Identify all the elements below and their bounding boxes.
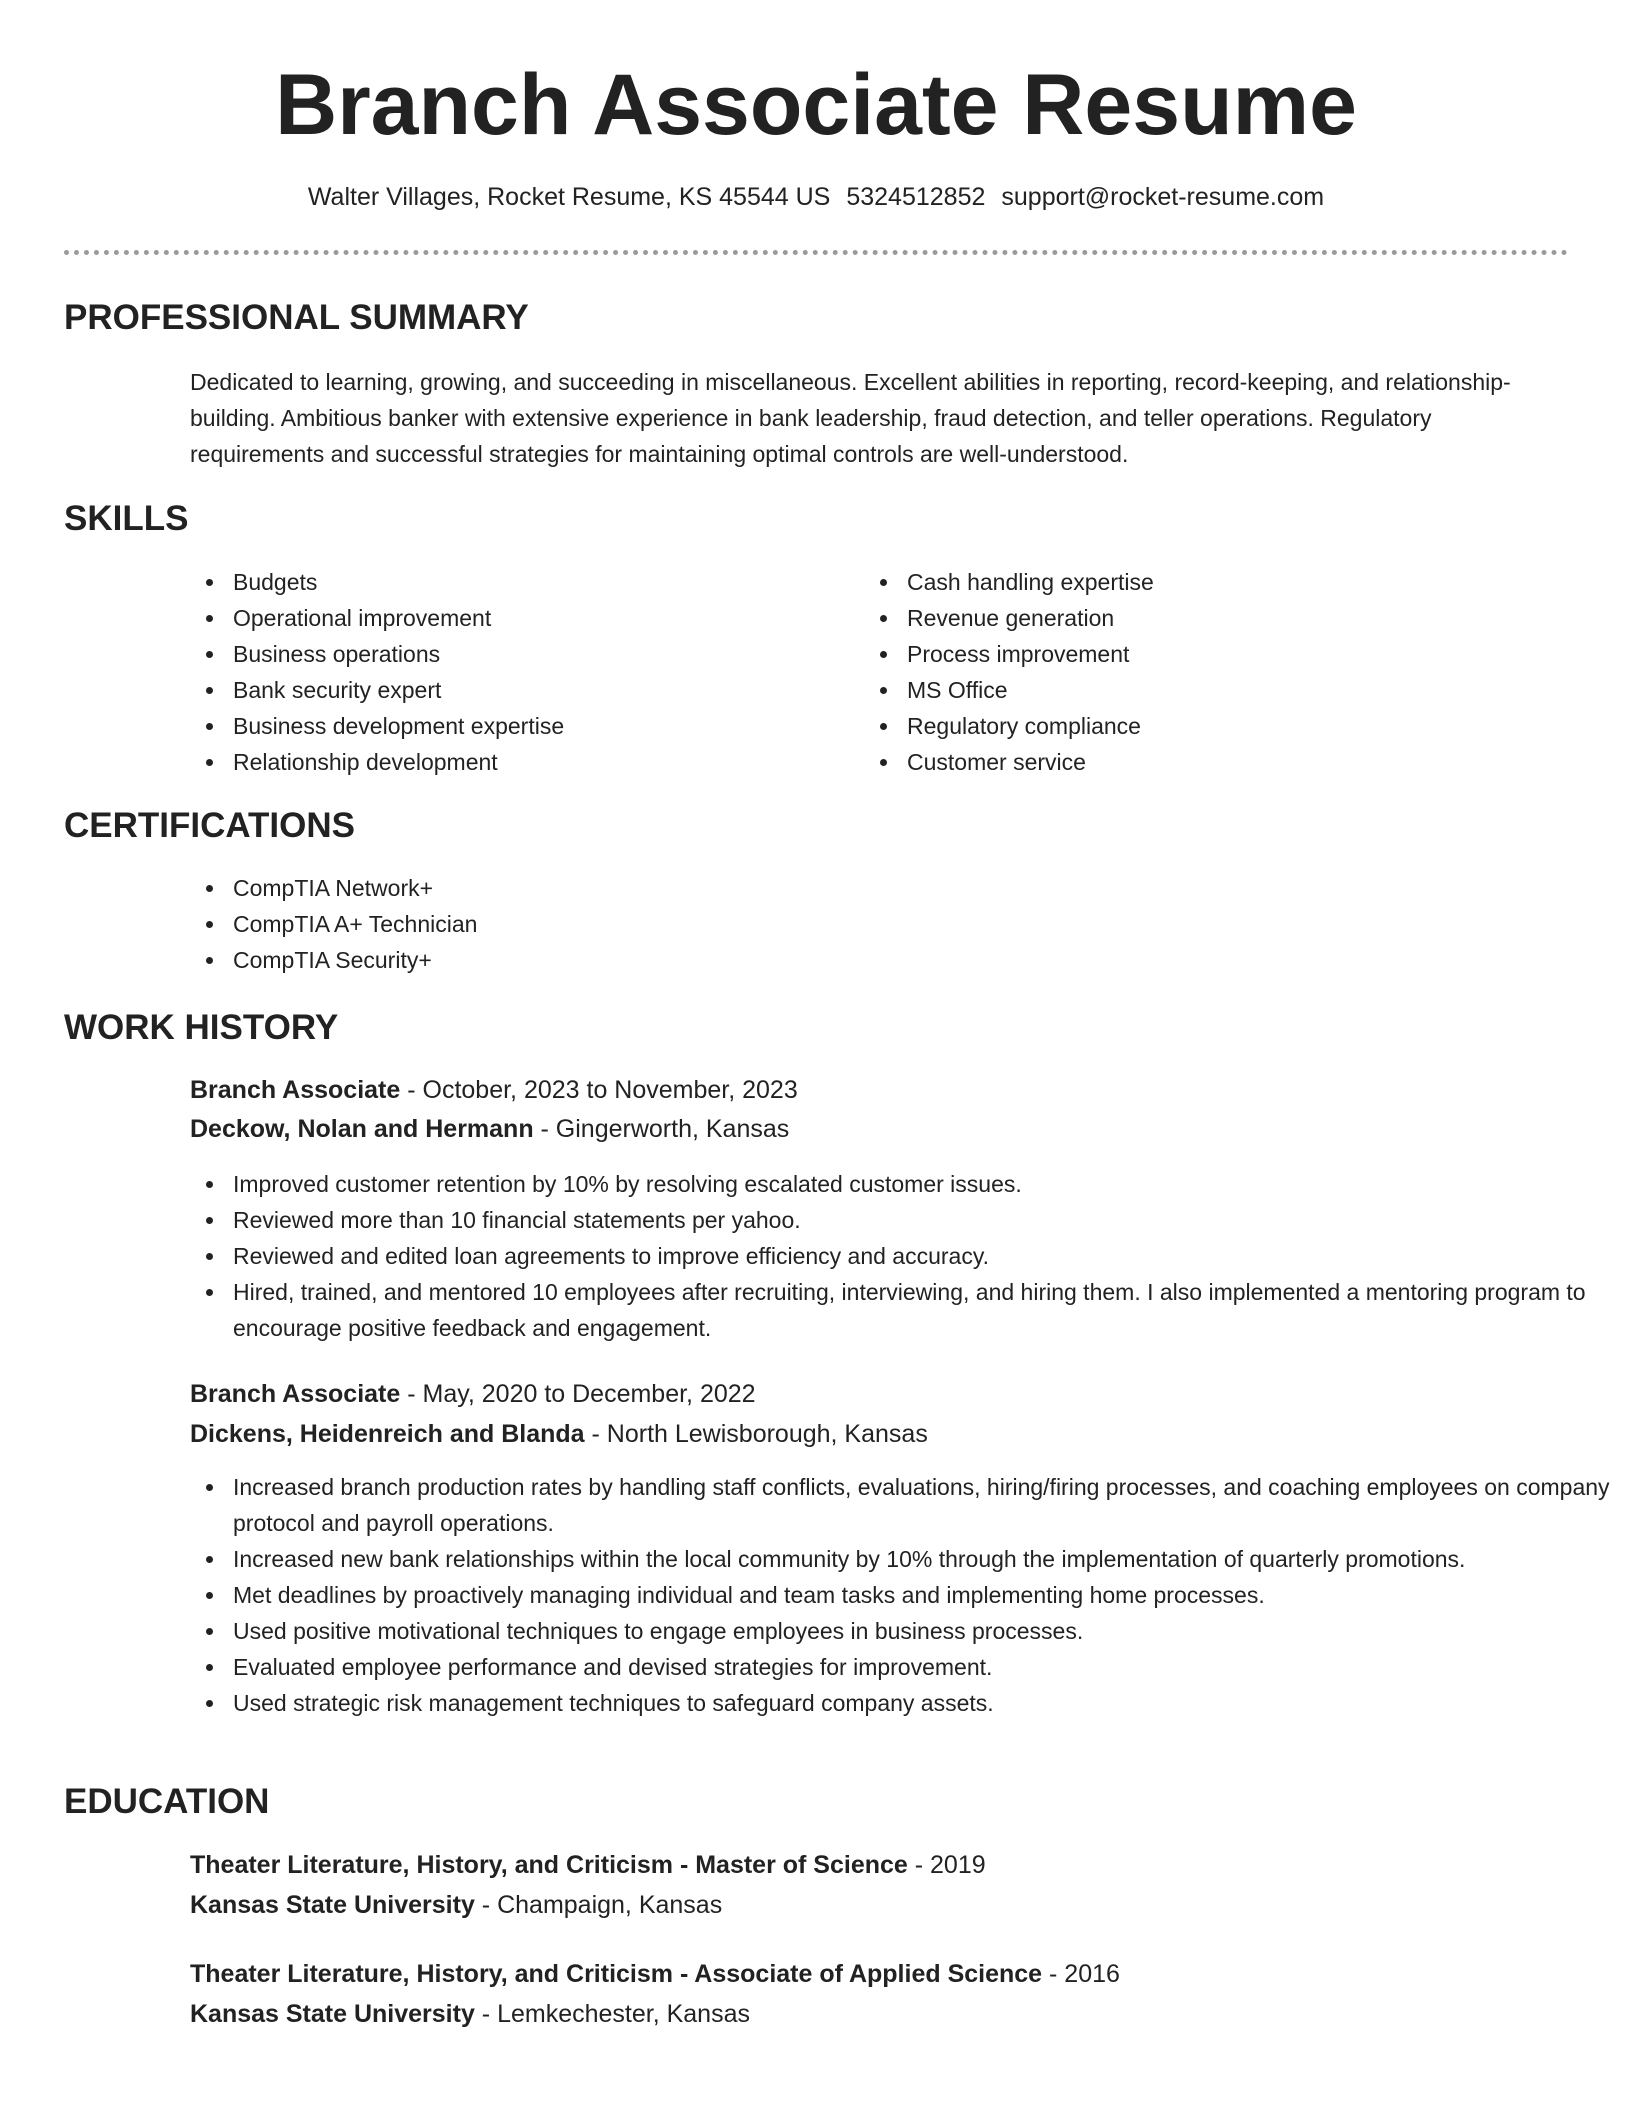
- summary-text: Dedicated to learning, growing, and succeeding in miscellaneous. Excellent abilities in reporting, record-keeping, and relationship-building. Ambitious banker with extensive experience in bank leadership, fraud detection, and teller operations. Regulatory requirements and successful strategies for maintaining optimal controls are well-understood.: [190, 369, 1511, 467]
- education-year: - 2019: [907, 1851, 986, 1879]
- job-bullet: Reviewed more than 10 financial statements per yahoo.: [233, 1202, 1611, 1238]
- contact-email: support@rocket-resume.com: [1001, 183, 1325, 211]
- education-location: - Champaign, Kansas: [474, 1891, 723, 1919]
- work-history-heading: WORK HISTORY: [64, 1008, 339, 1047]
- certifications-list: [190, 870, 1611, 978]
- education-school: Kansas State University: [190, 1891, 475, 1919]
- education-year: - 2016: [1042, 1960, 1120, 1988]
- job-bullet: Hired, trained, and mentored 10 employees after recruiting, interviewing, and hiring them. I also implemented a mentoring program to encourage positive feedback and engagement.: [233, 1274, 1611, 1346]
- skill-item: Budgets: [233, 564, 873, 600]
- skill-item: Business development expertise: [233, 708, 873, 744]
- job-bullets: [190, 1166, 1611, 1346]
- job-dates: - October, 2023 to November, 2023: [400, 1076, 798, 1104]
- job-bullet: Used strategic risk management techniques to safeguard company assets.: [233, 1685, 1611, 1721]
- education-heading: EDUCATION: [64, 1782, 270, 1821]
- skill-item: Revenue generation: [907, 600, 1547, 636]
- skill-item: Bank security expert: [233, 672, 873, 708]
- skills-list-right: [864, 564, 1547, 780]
- job-bullets: [190, 1469, 1611, 1721]
- job-company: Dickens, Heidenreich and Blanda: [190, 1420, 585, 1448]
- education-school: Kansas State University: [190, 2000, 475, 2028]
- job-company-line: [190, 1414, 1568, 1454]
- certification-item: CompTIA Security+: [233, 942, 1611, 978]
- certification-item: CompTIA A+ Technician: [233, 906, 1611, 942]
- skill-item: Customer service: [907, 744, 1547, 780]
- job-location: - Gingerworth, Kansas: [533, 1115, 790, 1143]
- education-school-line: [190, 1994, 1568, 2034]
- skill-item: Cash handling expertise: [907, 564, 1547, 600]
- summary-heading: PROFESSIONAL SUMMARY: [64, 298, 529, 337]
- skill-item: Operational improvement: [233, 600, 873, 636]
- contact-phone: 5324512852: [846, 183, 986, 211]
- resume-title: Branch Associate Resume: [275, 57, 1357, 153]
- job-bullet: Improved customer retention by 10% by resolving escalated customer issues.: [233, 1166, 1611, 1202]
- job-location: - North Lewisborough, Kansas: [584, 1420, 928, 1448]
- job-title-line: [190, 1070, 1568, 1110]
- job-company-line: [190, 1109, 1568, 1149]
- skill-item: Relationship development: [233, 744, 873, 780]
- education-degree-line: [190, 1845, 1568, 1885]
- job-bullet: Used positive motivational techniques to engage employees in business processes.: [233, 1613, 1611, 1649]
- skill-item: Process improvement: [907, 636, 1547, 672]
- skill-item: Regulatory compliance: [907, 708, 1547, 744]
- job-company: Deckow, Nolan and Hermann: [190, 1115, 534, 1143]
- education-degree: Theater Literature, History, and Criticism - Master of Science: [190, 1851, 908, 1879]
- skill-item: Business operations: [233, 636, 873, 672]
- job-bullet: Increased branch production rates by handling staff conflicts, evaluations, hiring/firing processes, and coaching employees on company protocol and payroll operations.: [233, 1469, 1611, 1541]
- education-degree-line: [190, 1954, 1568, 1994]
- skills-list-left: [190, 564, 873, 780]
- contact-line: [64, 180, 1568, 214]
- contact-address: Walter Villages, Rocket Resume, KS 45544 US: [307, 183, 831, 211]
- job-bullet: Evaluated employee performance and devised strategies for improvement.: [233, 1649, 1611, 1685]
- skills-heading: SKILLS: [64, 499, 189, 538]
- job-dates: - May, 2020 to December, 2022: [400, 1380, 756, 1408]
- education-degree: Theater Literature, History, and Criticism - Associate of Applied Science: [190, 1960, 1043, 1988]
- job-title: Branch Associate: [190, 1380, 401, 1408]
- job-bullet: Met deadlines by proactively managing individual and team tasks and implementing home processes.: [233, 1577, 1611, 1613]
- header-divider: [64, 250, 1568, 255]
- job-bullet: Increased new bank relationships within the local community by 10% through the implementation of quarterly promotions.: [233, 1541, 1611, 1577]
- job-title-line: [190, 1374, 1568, 1414]
- education-location: - Lemkechester, Kansas: [474, 2000, 750, 2028]
- education-school-line: [190, 1885, 1568, 1925]
- certifications-heading: CERTIFICATIONS: [64, 806, 356, 845]
- job-bullet: Reviewed and edited loan agreements to improve efficiency and accuracy.: [233, 1238, 1611, 1274]
- job-title: Branch Associate: [190, 1076, 401, 1104]
- certification-item: CompTIA Network+: [233, 870, 1611, 906]
- skill-item: MS Office: [907, 672, 1547, 708]
